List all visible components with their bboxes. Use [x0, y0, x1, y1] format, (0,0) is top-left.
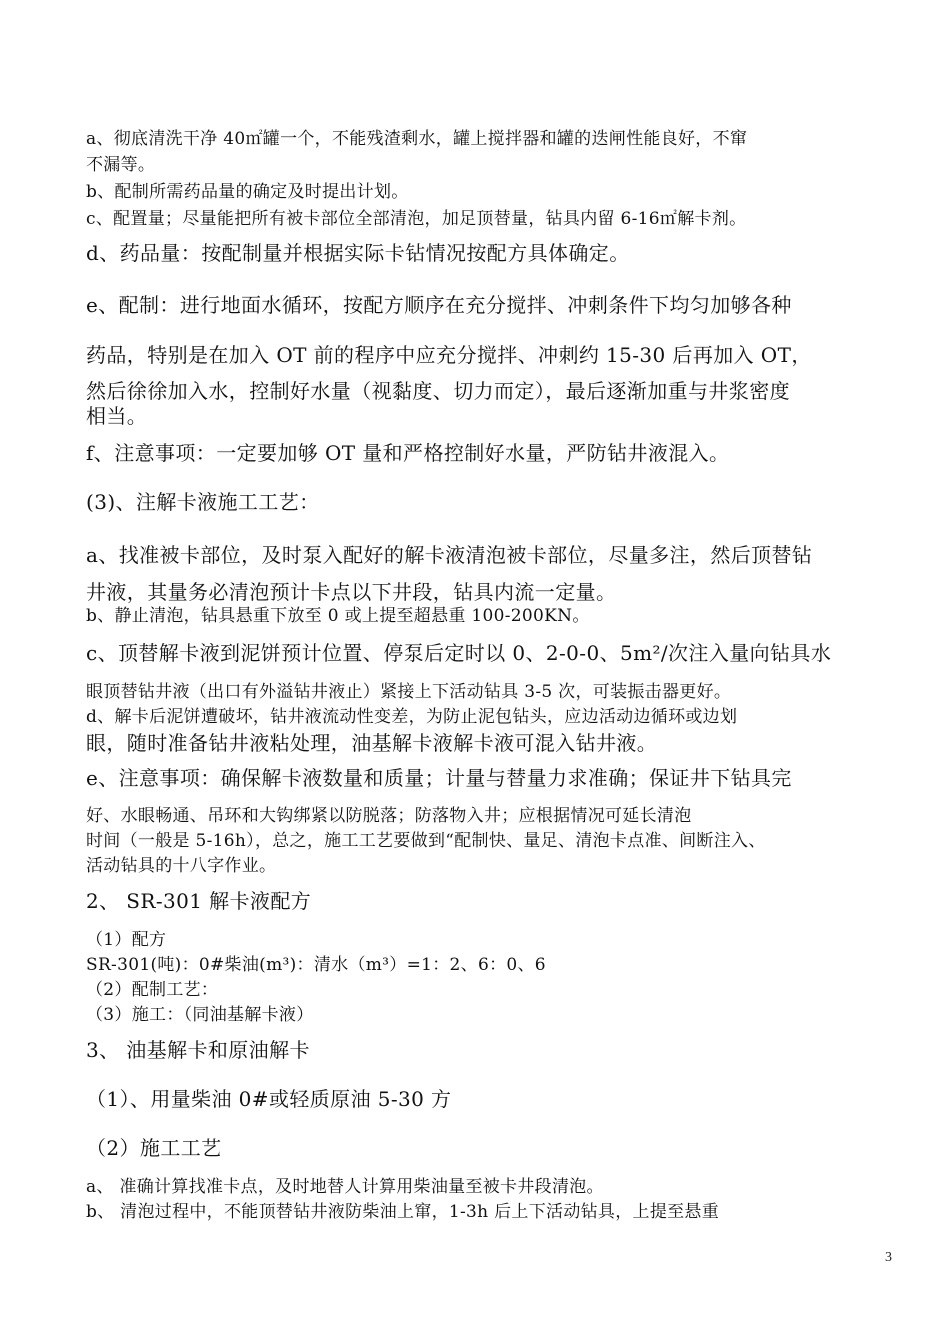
text-line: 井液，其量务必清泡预计卡点以下井段，钻具内流一定量。 — [86, 580, 617, 604]
text-line: 相当。 — [86, 404, 148, 428]
text-line: d、解卡后泥饼遭破坏，钻井液流动性变差，为防止泥包钻头，应边活动边循环或边划 — [86, 707, 738, 727]
text-line: 时间（一般是 5-16h），总之，施工工艺要做到“配制快、量足、清泡卡点准、间断注入、 — [86, 831, 766, 851]
text-line: b、 清泡过程中，不能顶替钻井液防柴油上窜，1-3h 后上下活动钻具，上提至悬重 — [86, 1202, 720, 1222]
subsection-heading: （2）施工工艺 — [86, 1136, 222, 1160]
text-line: a、找准被卡部位，及时泵入配好的解卡液清泡被卡部位，尽量多注，然后顶替钻 — [86, 543, 813, 567]
text-line: 好、水眼畅通、吊环和大钩绑紧以防脱落；防落物入井；应根据情况可延长清泡 — [86, 806, 692, 826]
text-line: 不漏等。 — [86, 155, 156, 175]
text-line: b、静止清泡，钻具悬重下放至 0 或上提至超悬重 100-200KN。 — [86, 606, 590, 626]
page-number: 3 — [885, 1250, 892, 1265]
section-heading: 3、 油基解卡和原油解卡 — [86, 1038, 310, 1062]
formula-line: SR-301(吨)：0#柴油(m³)：清水（m³）=1：2、6：0、6 — [86, 955, 546, 975]
text-line: c、顶替解卡液到泥饼预计位置、停泵后定时以 0、2-0-0、5m²/次注入量向钻具水 — [86, 641, 832, 665]
text-line: a、 准确计算找准卡点，及时地替人计算用柴油量至被卡井段清泡。 — [86, 1177, 604, 1197]
text-line: 药品，特别是在加入 OT 前的程序中应充分搅拌、冲刺约 15-30 后再加入 OT， — [86, 343, 812, 367]
subsection-heading: （2）配制工艺： — [86, 980, 219, 1000]
subsection-heading: （3）施工：（同油基解卡液） — [86, 1005, 314, 1025]
text-line: e、配制：进行地面水循环，按配方顺序在充分搅拌、冲刺条件下均匀加够各种 — [86, 293, 792, 317]
text-line: 活动钻具的十八字作业。 — [86, 856, 277, 876]
subsection-heading: （1）配方 — [86, 930, 167, 950]
text-line: e、注意事项：确保解卡液数量和质量；计量与替量力求准确；保证井下钻具完 — [86, 766, 792, 790]
text-line: 眼，随时准备钻井液粘处理，油基解卡液解卡液可混入钻井液。 — [86, 731, 658, 755]
text-line: f、注意事项：一定要加够 OT 量和严格控制好水量，严防钻井液混入。 — [86, 441, 730, 465]
text-line: d、药品量：按配制量并根据实际卡钻情况按配方具体确定。 — [86, 241, 630, 265]
text-line: c、配置量；尽量能把所有被卡部位全部清泡，加足顶替量，钻具内留 6-16㎡解卡剂。 — [86, 209, 747, 229]
text-line: a、彻底清洗干净 40㎡罐一个，不能残渣剩水，罐上搅拌器和罐的迭闸性能良好，不窜 — [86, 129, 748, 149]
text-line: 眼顶替钻井液（出口有外溢钻井液止）紧接上下活动钻具 3-5 次，可装振击器更好。 — [86, 682, 732, 702]
subsection-heading: （1）、用量柴油 0#或轻质原油 5-30 方 — [86, 1087, 452, 1111]
section-heading: (3)、注解卡液施工工艺： — [86, 490, 320, 514]
section-heading: 2、 SR-301 解卡液配方 — [86, 889, 312, 913]
text-line: b、配制所需药品量的确定及时提出计划。 — [86, 182, 409, 202]
text-line: 然后徐徐加入水，控制好水量（视黏度、切力而定），最后逐渐加重与井浆密度 — [86, 379, 790, 403]
